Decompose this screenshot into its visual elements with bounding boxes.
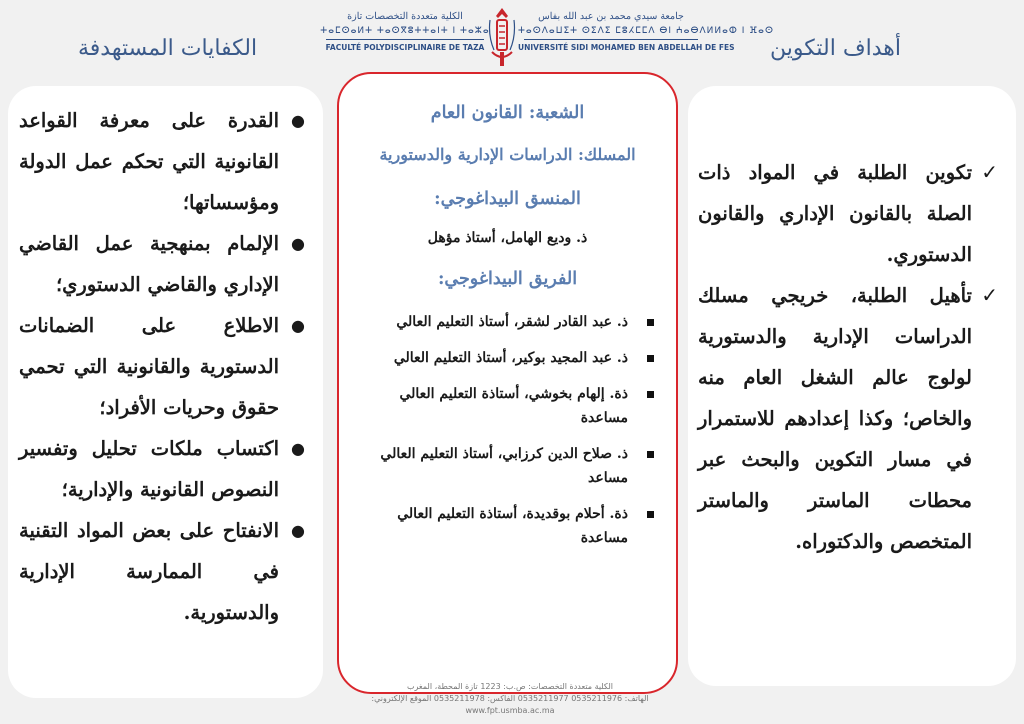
- checkmark-icon: ✓: [981, 160, 998, 184]
- faculty-name-fr: FACULTÉ POLYDISCIPLINAIRE DE TAZA: [325, 43, 485, 52]
- bullet-icon: ●: [291, 111, 305, 130]
- university-name-ar: جامعة سيدي محمد بن عبد الله بفاس: [538, 11, 684, 22]
- team-member-text: ذ. عبد القادر لشقر، أستاذ التعليم العالي: [396, 314, 628, 330]
- team-member-text: ذ. صلاح الدين كرزابي، أستاذ التعليم العالي مساعد: [380, 446, 628, 486]
- university-logo-text: [518, 10, 774, 55]
- list-item: [19, 305, 309, 428]
- square-bullet-icon: [647, 511, 654, 518]
- competencies-list: [19, 100, 309, 633]
- team-member: [357, 502, 658, 550]
- square-bullet-icon: [647, 451, 654, 458]
- footer-website[interactable]: www.fpt.usmba.ac.ma: [465, 706, 555, 715]
- coordinator-heading: المنسق البيداغوجي:: [434, 189, 581, 209]
- competency-text: الإلمام بمنهجية عمل القاضي الإداري والقاضي الدستوري؛: [19, 232, 279, 296]
- university-emblem-icon: [486, 6, 518, 70]
- bullet-icon: ●: [291, 521, 305, 540]
- university-name-fr: UNIVERSITÉ SIDI MOHAMED BEN ABDELLAH DE FES: [518, 43, 735, 52]
- list-item: [19, 223, 309, 305]
- coordinator-name: ذ. وديع الهامل، أستاذ مؤهل: [427, 230, 588, 246]
- list-item: [19, 510, 309, 633]
- university-rule: [524, 39, 698, 40]
- bullet-icon: ●: [291, 316, 305, 335]
- team-member-text: ذة. إلهام بخوشي، أستاذة التعليم العالي مساعدة: [399, 386, 628, 426]
- footer: [340, 681, 680, 717]
- list-item: [19, 428, 309, 510]
- faculty-name-ar: الكلية متعددة التخصصات تازة: [347, 11, 463, 22]
- team-member: [357, 310, 658, 334]
- team-member: [357, 346, 658, 370]
- program-content: [357, 100, 658, 562]
- competency-text: الانفتاح على بعض المواد التقنية في الممارسة الإدارية والدستورية.: [19, 519, 279, 624]
- list-item: [19, 100, 309, 223]
- footer-phones: الهاتف: 0535211976 0535211977 الفاكس: 0535211978 الموقع الإلكتروني:: [371, 694, 649, 703]
- team-member-text: ذ. عبد المجيد بوكير، أستاذ التعليم العالي: [393, 350, 628, 366]
- competency-text: اكتساب ملكات تحليل وتفسير النصوص القانونية والإدارية؛: [19, 437, 279, 501]
- faculty-rule: [326, 39, 484, 40]
- faculty-name-tifinagh: ⵜⴰⵎⵙⴰⵍⵜ ⵜⴰⵙⴳⵓⵜⵜⴰⵏⵜ ⵏ ⵜⴰⵣⴰ: [320, 26, 490, 36]
- bullet-icon: ●: [291, 234, 305, 253]
- objective-text: تأهيل الطلبة، خريجي مسلك الدراسات الإدارية والدستورية لولوج عالم الشغل العام منه والخاص؛ وكذا إعدادهم للاستمرار في مسار التكوين والبحث عبر محطات الماستر والماستر المتخصص والدكتوراه.: [698, 284, 972, 553]
- faculty-logo-text: [320, 10, 490, 55]
- list-item: [698, 152, 1002, 275]
- team-list: [357, 310, 658, 550]
- square-bullet-icon: [647, 391, 654, 398]
- team-heading: الفريق البيداغوجي:: [437, 269, 578, 289]
- bullet-icon: ●: [291, 439, 305, 458]
- square-bullet-icon: [647, 319, 654, 326]
- department-heading: الشعبة: القانون العام: [430, 103, 585, 123]
- square-bullet-icon: [647, 355, 654, 362]
- competency-text: الاطلاع على الضمانات الدستورية والقانونية التي تحمي حقوق وحريات الأفراد؛: [19, 314, 279, 419]
- checkmark-icon: ✓: [981, 283, 998, 307]
- competencies-panel: [8, 86, 323, 698]
- objectives-list: [698, 152, 1002, 562]
- objectives-title: أهداف التكوين: [770, 36, 902, 61]
- program-panel: [337, 72, 678, 694]
- competencies-title: الكفايات المستهدفة: [78, 36, 258, 61]
- list-item: [698, 275, 1002, 562]
- team-member: [357, 382, 658, 430]
- competency-text: القدرة على معرفة القواعد القانونية التي تحكم عمل الدولة ومؤسساتها؛: [19, 109, 279, 214]
- team-member: [357, 442, 658, 490]
- university-name-tifinagh: ⵜⴰⵙⴷⴰⵡⵉⵜ ⵙⵉⴷⵉ ⵎⵓⵃⵎⵎⴷ ⴱⵏ ⵄⴰⴱⴷⵍⵍⴰⵀ ⵏ ⴼⴰⵙ: [518, 26, 774, 36]
- university-logo: [320, 6, 774, 70]
- track-heading: المسلك: الدراسات الإدارية والدستورية: [379, 145, 636, 164]
- footer-address: الكلية متعددة التخصصات: ص.ب: 1223 تازة المحطة، المغرب: [406, 682, 614, 691]
- team-member-text: ذة. أحلام بوقديدة، أستاذة التعليم العالي مساعدة: [397, 506, 628, 546]
- objectives-panel: [688, 86, 1016, 686]
- objective-text: تكوين الطلبة في المواد ذات الصلة بالقانون الإداري والقانون الدستوري.: [698, 161, 972, 266]
